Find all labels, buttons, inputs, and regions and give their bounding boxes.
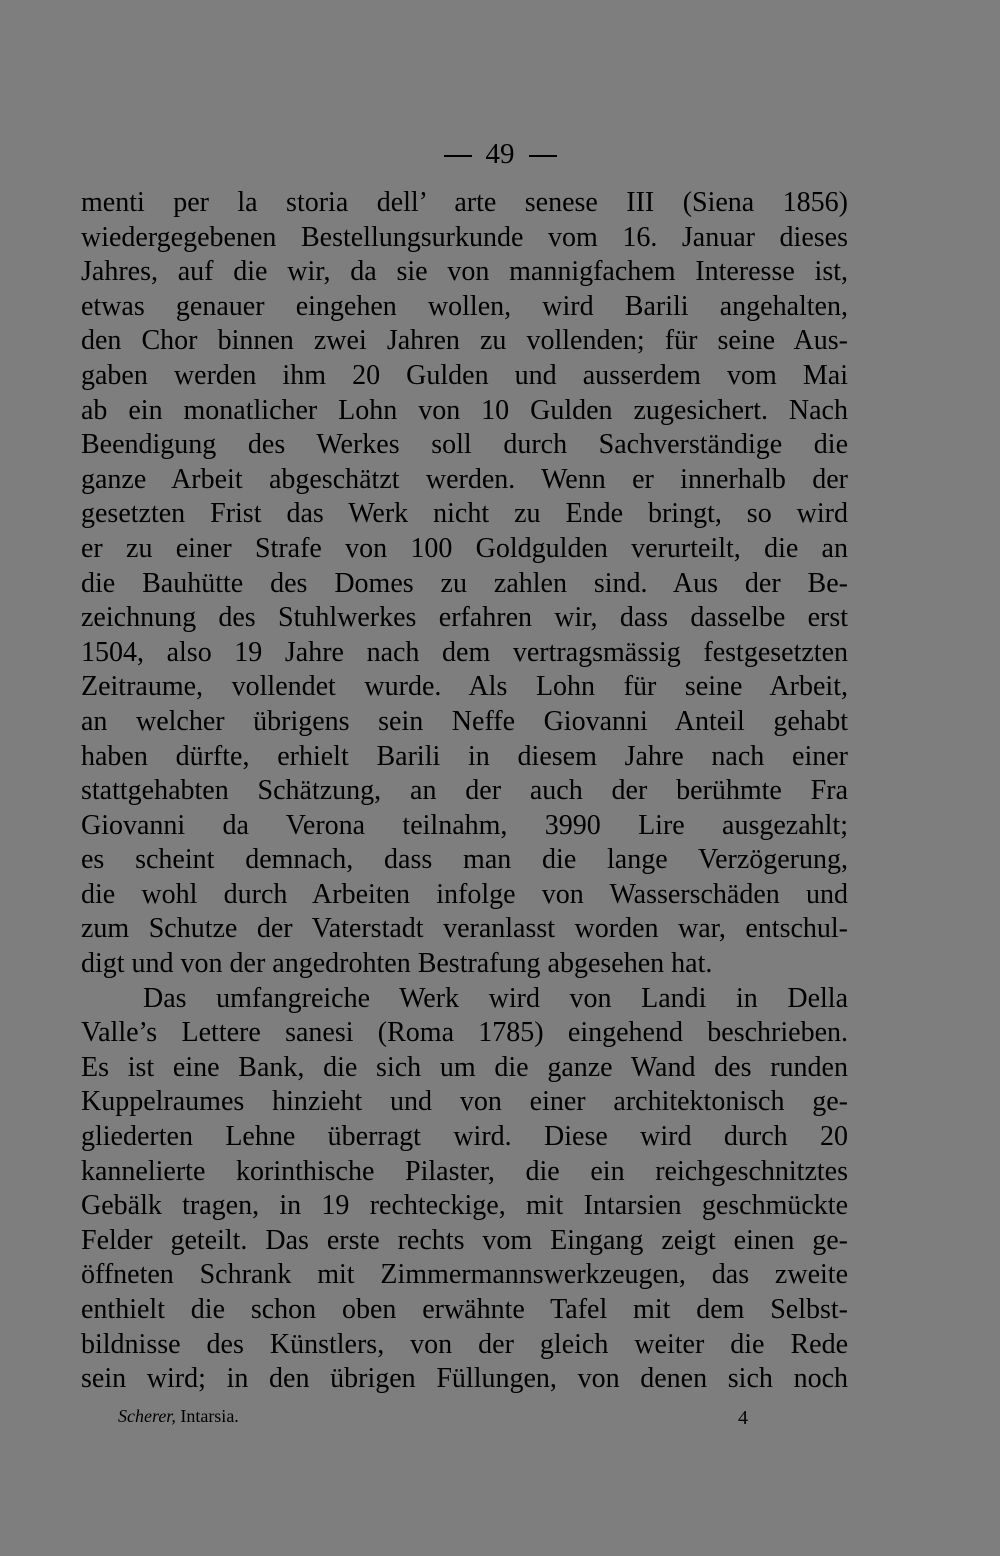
text-line: Felder geteilt. Das erste rechts vom Eingang zeigt einen ge-	[81, 1224, 848, 1256]
page-number	[0, 134, 1000, 174]
text-line: die Bauhütte des Domes zu zahlen sind. Aus der Be-	[81, 567, 848, 599]
text-line-paragraph-start: Das umfangreiche Werk wird von Landi in Della	[143, 982, 848, 1014]
text-line: es scheint demnach, dass man die lange Verzögerung,	[81, 844, 848, 876]
footer-author: Scherer,	[118, 1406, 176, 1426]
text-line: ab ein monatlicher Lohn von 10 Gulden zugesichert. Nach	[81, 394, 848, 426]
text-line: stattgehabten Schätzung, an der auch der berühmte Fra	[81, 775, 848, 807]
text-line: Beendigung des Werkes soll durch Sachverständige die	[81, 429, 848, 461]
text-line: den Chor binnen zwei Jahren zu vollenden; für seine Aus-	[81, 325, 848, 357]
page-footer	[118, 1404, 748, 1428]
text-line: zeichnung des Stuhlwerkes erfahren wir, dass dasselbe erst	[81, 602, 848, 634]
text-line: wiedergegebenen Bestellungsurkunde vom 16. Januar dieses	[81, 221, 848, 253]
text-line: 1504, also 19 Jahre nach dem vertragsmässig festgesetzten	[81, 636, 848, 668]
text-line: an welcher übrigens sein Neffe Giovanni Anteil gehabt	[81, 705, 848, 737]
page-number-dash-right	[529, 155, 557, 157]
text-line: Jahres, auf die wir, da sie von mannigfachem Interesse ist,	[81, 256, 848, 288]
text-line-paragraph-end: digt und von der angedrohten Bestrafung abgesehen hat.	[81, 948, 713, 980]
text-line: zum Schutze der Vaterstadt veranlasst worden war, entschul-	[81, 913, 848, 945]
text-line: er zu einer Strafe von 100 Goldgulden verurteilt, die an	[81, 532, 848, 564]
text-line: bildnisse des Künstlers, von der gleich weiter die Rede	[81, 1328, 848, 1360]
footer-title: Intarsia.	[180, 1406, 239, 1426]
text-line: Es ist eine Bank, die sich um die ganze Wand des runden	[81, 1051, 848, 1083]
text-line: menti per la storia dell’ arte senese III (Siena 1856)	[81, 187, 848, 218]
footer-signature-mark: 4	[738, 1407, 748, 1429]
body-text	[81, 186, 848, 1397]
text-line: kannelierte korinthische Pilaster, die ein reichgeschnitztes	[81, 1155, 848, 1187]
text-line: öffneten Schrank mit Zimmermannswerkzeugen, das zweite	[81, 1259, 848, 1291]
page-number-dash-left	[444, 155, 472, 157]
text-line: Gebälk tragen, in 19 rechteckige, mit Intarsien geschmückte	[81, 1190, 848, 1222]
text-line: gesetzten Frist das Werk nicht zu Ende bringt, so wird	[81, 498, 848, 530]
text-line: Giovanni da Verona teilnahm, 3990 Lire ausgezahlt;	[81, 809, 848, 841]
text-line: Kuppelraumes hinzieht und von einer architektonisch ge-	[81, 1086, 848, 1118]
text-line: gaben werden ihm 20 Gulden und ausserdem vom Mai	[81, 359, 848, 391]
text-line: sein wird; in den übrigen Füllungen, von denen sich noch	[81, 1363, 848, 1395]
text-line: etwas genauer eingehen wollen, wird Barili angehalten,	[81, 290, 848, 322]
page-number-value: 49	[485, 138, 515, 170]
text-line: Zeitraume, vollendet wurde. Als Lohn für seine Arbeit,	[81, 671, 848, 703]
text-line: gliederten Lehne überragt wird. Diese wird durch 20	[81, 1121, 848, 1153]
text-line: ganze Arbeit abgeschätzt werden. Wenn er innerhalb der	[81, 463, 848, 495]
text-line: die wohl durch Arbeiten infolge von Wasserschäden und	[81, 878, 848, 910]
text-line: enthielt die schon oben erwähnte Tafel mit dem Selbst-	[81, 1294, 848, 1325]
text-line: Valle’s Lettere sanesi (Roma 1785) eingehend beschrieben.	[81, 1017, 848, 1049]
text-line: haben dürfte, erhielt Barili in diesem Jahre nach einer	[81, 740, 848, 772]
